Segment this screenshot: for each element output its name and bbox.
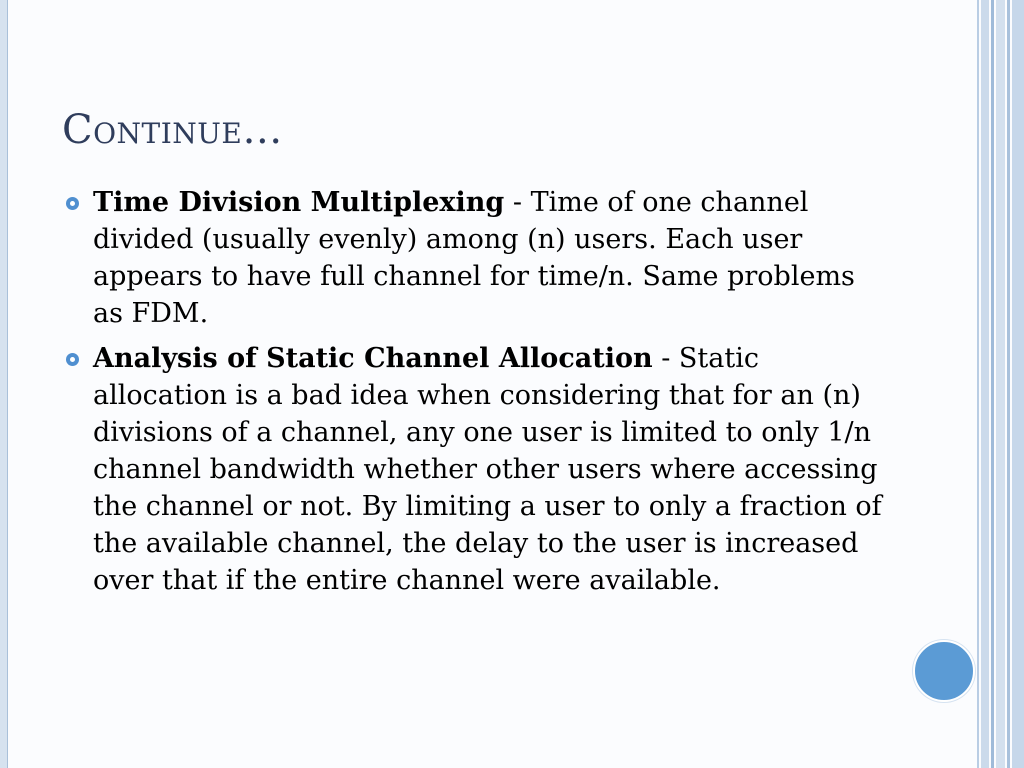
bullet-item-static-allocation [62,340,882,599]
bullet-term: Analysis of Static Channel Allocation [93,343,653,374]
decorative-circle-icon [913,640,975,702]
right-stripe-decoration [977,0,979,768]
right-stripe-decoration [1012,0,1024,768]
bullet-text: - Time of one channel divided (usually evenly) among (n) users. Each user appears to have full channel for time/n. Same problems as FDM. [93,187,855,329]
bullet-text: - Static allocation is a bad idea when considering that for an (n) divisions of a channel, any one user is limited to only 1/n channel bandwidth whether other users where accessing the channel or not. By limiting a user to only a fraction of the available channel, the delay to the user is increased over that if the entire channel were available. [93,343,882,596]
right-stripe-decoration [996,0,1005,768]
bullet-list [62,184,882,607]
right-stripe-decoration [981,0,989,768]
bullet-term: Time Division Multiplexing [93,187,505,218]
slide-title: Continue… [62,107,283,153]
right-stripe-decoration [1007,0,1010,768]
circle-bullet-icon [66,197,79,210]
right-stripe-decoration [991,0,994,768]
bullet-item-tdm [62,184,882,332]
left-border-decoration [0,0,8,768]
circle-bullet-icon [66,353,79,366]
